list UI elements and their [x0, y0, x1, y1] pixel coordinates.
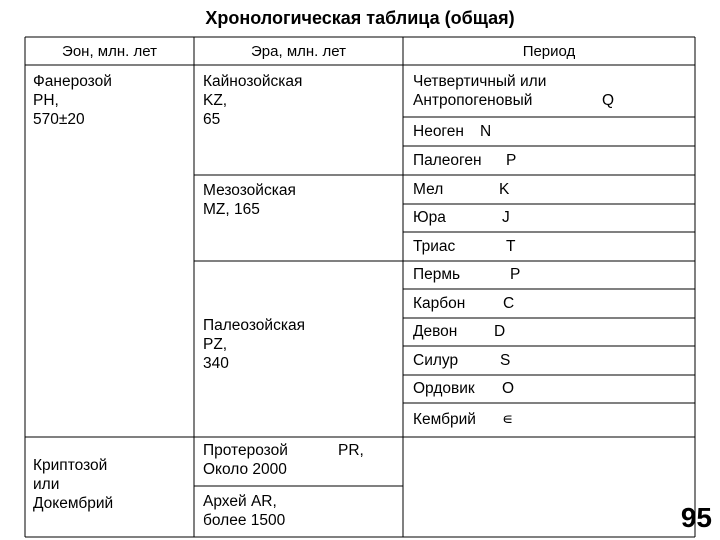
page-number: 95 [680, 502, 712, 533]
era-cenozoic [203, 72, 302, 129]
eon-line: Фанерозой [33, 73, 112, 90]
era-line: более 1500 [203, 512, 286, 529]
period-code: Q [602, 92, 615, 109]
period-code: D [494, 323, 506, 340]
eon-line: 570±20 [33, 111, 85, 128]
period-name: Карбон [413, 295, 466, 312]
eon-cryptozoic [33, 456, 113, 513]
eon-line: Докембрий [33, 495, 114, 512]
period-name: Девон [413, 323, 458, 340]
era-line: 65 [203, 111, 221, 128]
era-line: Протерозой [203, 442, 288, 459]
period-code: P [506, 152, 517, 169]
era-line: Кайнозойская [203, 73, 303, 90]
period-name: Юра [413, 209, 446, 226]
period-name: Мел [413, 181, 444, 198]
period-name: Триас [413, 238, 456, 255]
period-code: J [502, 209, 510, 226]
period-name: Палеоген [413, 152, 482, 169]
header-period: Период [522, 43, 576, 60]
header-era: Эра, млн. лет [251, 43, 346, 60]
period-name: Ордовик [413, 380, 475, 397]
eon-phanerozoic [33, 72, 112, 129]
era-proterozoic [203, 441, 288, 479]
period-name: Неоген [413, 123, 464, 140]
era-line: Архей AR, [203, 493, 277, 510]
period-name: Кембрий [413, 411, 476, 428]
era-line: Около 2000 [203, 461, 287, 478]
period-name: Силур [413, 352, 459, 369]
page-title: Хронологическая таблица (общая) [205, 8, 515, 28]
era-line: Мезозойская [203, 182, 296, 199]
era-line: KZ, [203, 92, 228, 109]
eon-line: Криптозой [33, 457, 108, 474]
period-code: K [499, 181, 510, 198]
period-code: P [510, 266, 521, 283]
era-mesozoic [203, 181, 296, 219]
period-code: O [502, 380, 515, 397]
header-eon: Эон, млн. лет [62, 43, 157, 60]
era-proterozoic-code: PR, [338, 442, 364, 459]
period-code: C [503, 295, 515, 312]
period-name: Четвертичный или Антропогеновый [413, 73, 547, 109]
era-line: Палеозойская [203, 317, 305, 334]
eon-line: PH, [33, 92, 59, 109]
era-paleozoic [203, 316, 305, 373]
period-code: T [506, 238, 516, 255]
eon-line: или [33, 476, 60, 493]
era-line: PZ, [203, 336, 228, 353]
era-archean [203, 492, 285, 530]
era-line: MZ, 165 [203, 201, 260, 218]
era-line: 340 [203, 355, 229, 372]
period-name: Пермь [413, 266, 461, 283]
period-code: S [500, 352, 511, 369]
period-code: ∊ [502, 411, 514, 428]
period-code: N [480, 123, 492, 140]
